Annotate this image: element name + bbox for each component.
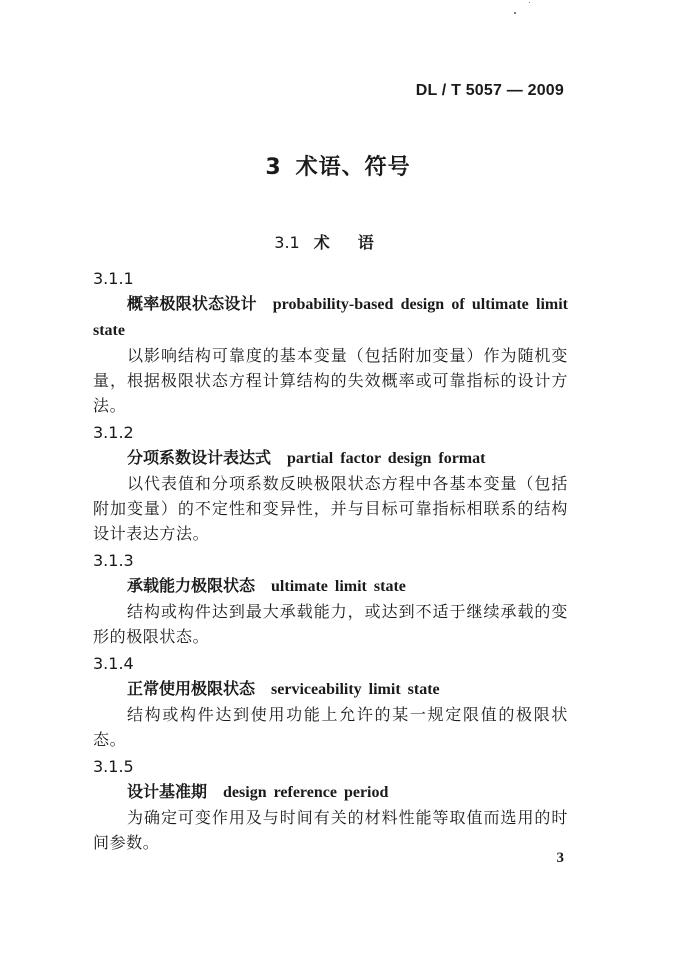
term-chinese: 分项系数设计表达式 bbox=[127, 448, 272, 467]
term-definition: 结构或构件达到最大承载能力，或达到不适于继续承载的变形的极限状态。 bbox=[93, 602, 568, 646]
standard-code: DL / T 5057 — 2009 bbox=[415, 82, 564, 99]
clause-number: 3.1.3 bbox=[93, 551, 134, 570]
term-entry bbox=[93, 651, 568, 752]
term-chinese: 概率极限状态设计 bbox=[127, 294, 257, 313]
page-number: 3 bbox=[556, 850, 564, 866]
term-english: design reference period bbox=[223, 784, 389, 801]
term-english: probability-based design of ultimate limit state bbox=[93, 296, 568, 339]
clause-number: 3.1.1 bbox=[93, 269, 134, 288]
section-title: 术语 bbox=[313, 233, 402, 252]
term-entry bbox=[93, 266, 568, 418]
term-definition: 以影响结构可靠度的基本变量（包括附加变量）作为随机变量，根据极限状态方程计算结构的失效概率或可靠指标的设计方法。 bbox=[93, 346, 568, 415]
term-heading bbox=[93, 779, 568, 805]
term-heading bbox=[93, 291, 568, 343]
term-entry bbox=[93, 420, 568, 546]
term-definition: 以代表值和分项系数反映极限状态方程中各基本变量（包括附加变量）的不定性和变异性，并与目标可靠指标相联系的结构设计表达方法。 bbox=[93, 474, 568, 543]
chapter-title: 术语、符号 bbox=[295, 155, 411, 180]
term-entry bbox=[93, 754, 568, 855]
scan-speck bbox=[529, 2, 530, 3]
clause-number: 3.1.4 bbox=[93, 654, 134, 673]
section-heading bbox=[0, 230, 676, 253]
section-number: 3.1 bbox=[274, 233, 300, 252]
term-chinese: 正常使用极限状态 bbox=[127, 679, 256, 698]
term-definition: 为确定可变作用及与时间有关的材料性能等取值而选用的时间参数。 bbox=[93, 808, 568, 852]
term-chinese: 设计基准期 bbox=[127, 782, 208, 801]
term-english: serviceability limit state bbox=[271, 681, 440, 698]
term-definition: 结构或构件达到使用功能上允许的某一规定限值的极限状态。 bbox=[93, 705, 568, 749]
term-heading bbox=[93, 676, 568, 702]
chapter-heading bbox=[0, 150, 676, 181]
term-english: partial factor design format bbox=[287, 450, 486, 467]
term-english: ultimate limit state bbox=[271, 578, 406, 595]
term-heading bbox=[93, 573, 568, 599]
clause-number: 3.1.5 bbox=[93, 757, 134, 776]
term-entry bbox=[93, 548, 568, 649]
term-chinese: 承载能力极限状态 bbox=[127, 576, 256, 595]
term-heading bbox=[93, 445, 568, 471]
scan-speck bbox=[514, 12, 516, 14]
chapter-number: 3 bbox=[265, 155, 282, 180]
terms-list bbox=[93, 264, 568, 857]
clause-number: 3.1.2 bbox=[93, 423, 134, 442]
